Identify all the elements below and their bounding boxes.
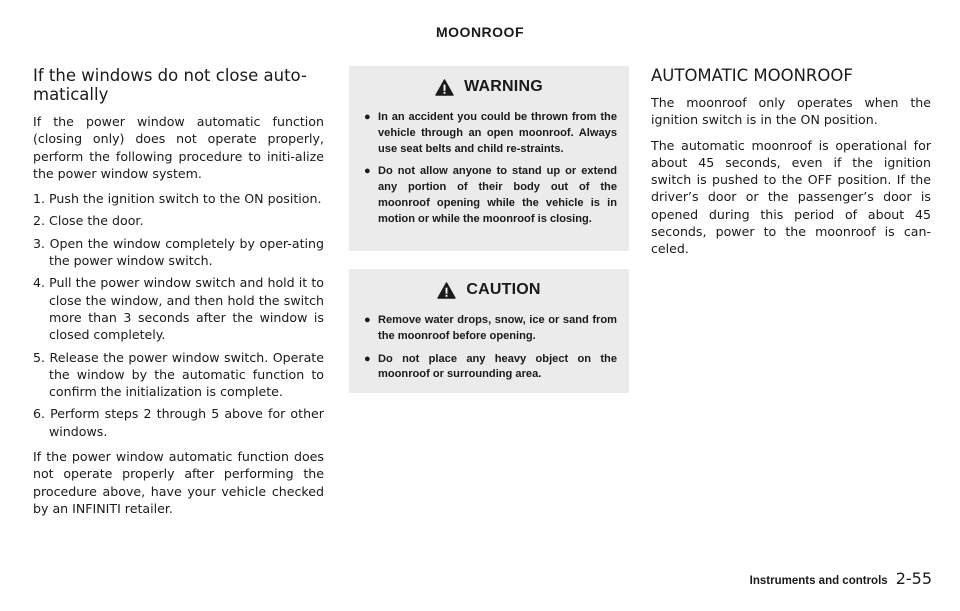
- list-item: ● Remove water drops, snow, ice or sand from the moonroof before opening.: [364, 314, 617, 342]
- list-item: ● In an accident you could be thrown from the vehicle through an open moonroof. Always use seat belts and child re-straints.: [364, 111, 617, 155]
- warning-box: [349, 66, 629, 251]
- section-heading-line-1: If the windows do not close auto-: [33, 66, 307, 85]
- body-paragraph: The moonroof only operates when the ignition switch is in the ON position.: [651, 95, 931, 128]
- page-number: 2-55: [895, 569, 932, 588]
- caution-box: [349, 269, 629, 393]
- caution-header: [361, 281, 617, 299]
- right-column: [651, 66, 931, 266]
- page-footer: [750, 569, 932, 588]
- page-header: MOONROOF: [436, 24, 524, 40]
- intro-paragraph: If the power window automatic function (closing only) does not operate properly, perform the following procedure to initi-alize the power window system.: [33, 114, 324, 181]
- warning-list: [361, 110, 617, 228]
- list-item: ● Do not place any heavy object on the moonroof or surrounding area.: [364, 352, 617, 381]
- section-heading-line-2: matically: [33, 85, 109, 104]
- warning-title: WARNING: [464, 78, 543, 95]
- warning-triangle-icon: [435, 79, 454, 96]
- steps-list: [33, 190, 324, 440]
- body-paragraph: The automatic moonroof is operational for about 45 seconds, even if the ignition switch is pushed to the OFF position. If the driver’s door or the passenger’s door is opened during this period of about 45 seconds, power to the moonroof is can-celed.: [651, 137, 931, 257]
- left-column: [33, 66, 324, 525]
- warning-header: [361, 78, 617, 96]
- caution-list: [361, 313, 617, 383]
- section-heading-automatic-moonroof: AUTOMATIC MOONROOF: [651, 66, 853, 85]
- list-item: 3. Open the window completely by oper-ating the power window switch.: [33, 235, 324, 269]
- outro-paragraph: If the power window automatic function does not operate properly after performing the procedure above, have your vehicle checked by an INFINITI retailer.: [33, 449, 324, 516]
- caution-title: CAUTION: [466, 281, 541, 298]
- section-heading-windows: [33, 66, 324, 104]
- list-item: 5. Release the power window switch. Operate the window by the automatic function to confirm the initialization is complete.: [33, 349, 324, 400]
- warning-triangle-icon: [437, 282, 456, 299]
- list-item: 1. Push the ignition switch to the ON position.: [33, 191, 322, 207]
- footer-section-name: Instruments and controls: [749, 575, 888, 587]
- list-item: 2. Close the door.: [33, 213, 144, 229]
- list-item: 6. Perform steps 2 through 5 above for other windows.: [33, 406, 324, 439]
- middle-column: [349, 66, 629, 393]
- list-item: 4. Pull the power window switch and hold it to close the window, and then hold the switch more than 3 seconds after the window is closed completely.: [33, 275, 324, 343]
- list-item: ● Do not allow anyone to stand up or extend any portion of their body out of the moonroof opening while the vehicle is in motion or while the moonroof is closing.: [364, 165, 617, 225]
